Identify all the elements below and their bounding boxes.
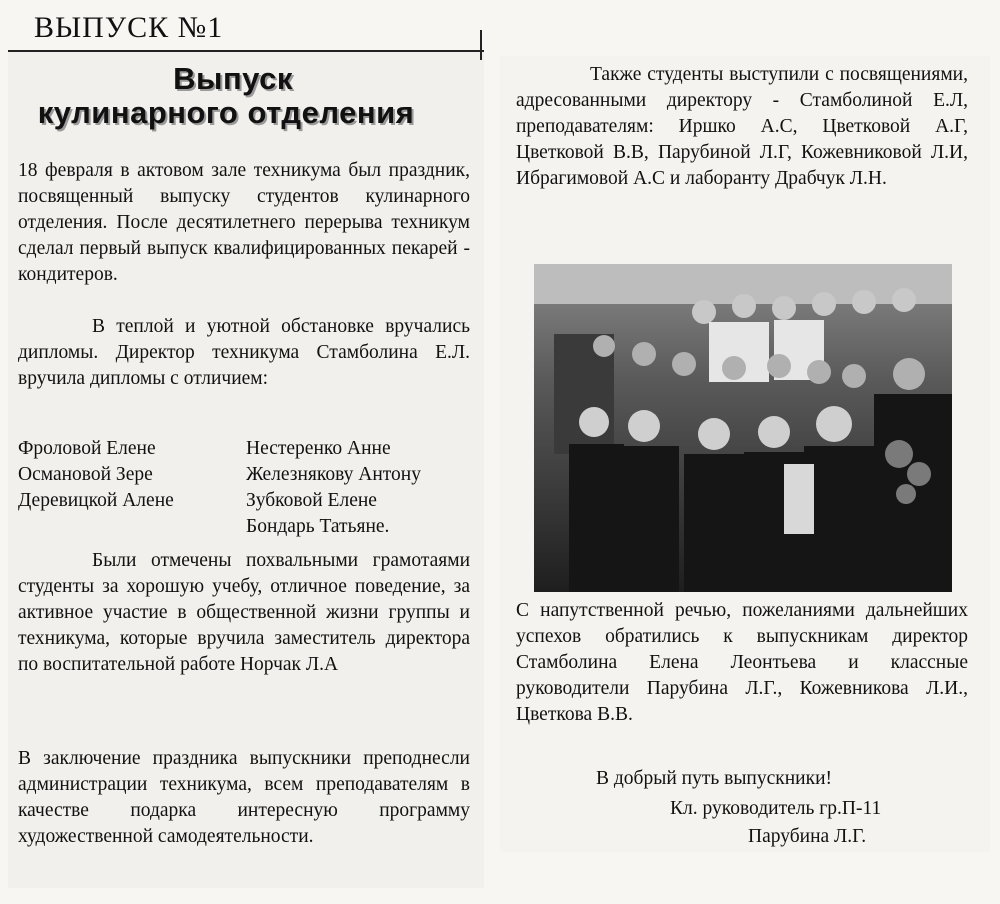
- signature-name: Парубина Л.Г.: [748, 826, 867, 847]
- article-headline: [16, 62, 436, 130]
- issue-heading: ВЫПУСК №1: [34, 11, 224, 44]
- headline-line-2: кулинарного отделения: [37, 95, 415, 130]
- names-row: [18, 462, 478, 488]
- names-row: [18, 488, 478, 514]
- paragraph-5: Также студенты выступили с посвящениями, адресованными директору - Стамболиной Е.Л, преподавателям: Иршко А.С, Цветковой А.Г, Цветковой В.В, Парубиной Л.Г, Кожевниковой Л.И, Ибрагимовой А.С и лаборанту Драбчук Л.Н.: [516, 64, 968, 189]
- names-row: [18, 514, 478, 540]
- name-right: Зубковой Елене: [246, 490, 377, 511]
- paragraph-1: 18 февраля в актовом зале техникума был праздник, посвященный выпуску студентов кулинарного отделения. После десятилетнего перерыва техникум сделал первый выпуск квалифицированных пекарей - кондитеров.: [18, 160, 470, 285]
- farewell-line: В добрый путь выпускники!: [596, 768, 833, 789]
- name-right: Железнякову Антону: [246, 464, 421, 485]
- name-right: Бондарь Татьяне.: [246, 516, 390, 537]
- names-row: [18, 436, 478, 462]
- name-left: Деревицкой Алене: [18, 490, 174, 511]
- signature-role: Кл. руководитель гр.П-11: [670, 798, 882, 819]
- honor-names-list: [18, 436, 478, 540]
- header-rule: [8, 50, 484, 52]
- name-left: Фроловой Елене: [18, 438, 156, 459]
- name-left: Османовой Зере: [18, 464, 153, 485]
- group-photo-image: [534, 264, 952, 592]
- headline-line-1: Выпуск: [173, 61, 293, 96]
- paragraph-6: С напутственной речью, пожеланиями дальнейших успехов обратились к выпускникам директор Стамболина Елена Леонтьева и классные руководители Парубина Л.Г., Кожевникова Л.И., Цветкова В.В.: [516, 600, 968, 725]
- name-right: Нестеренко Анне: [246, 438, 391, 459]
- graduates-group-photo: [534, 264, 952, 592]
- paragraph-2: В теплой и уютной обстановке вручались дипломы. Директор техникума Стамболина Е.Л. вручила дипломы с отличием:: [18, 316, 470, 389]
- column-divider: [480, 30, 482, 60]
- paragraph-4: В заключение праздника выпускники преподнесли администрации техникума, всем преподавателям в качестве подарка интересную программу художественной самодеятельности.: [18, 748, 470, 847]
- name-left: [18, 514, 246, 540]
- paragraph-3: Были отмечены похвальными грамотаями студенты за хорошую учебу, отличное поведение, за активное участие в общественной жизни группы и техникума, которые вручила заместитель директора по воспитательной работе Норчак Л.А: [18, 550, 470, 675]
